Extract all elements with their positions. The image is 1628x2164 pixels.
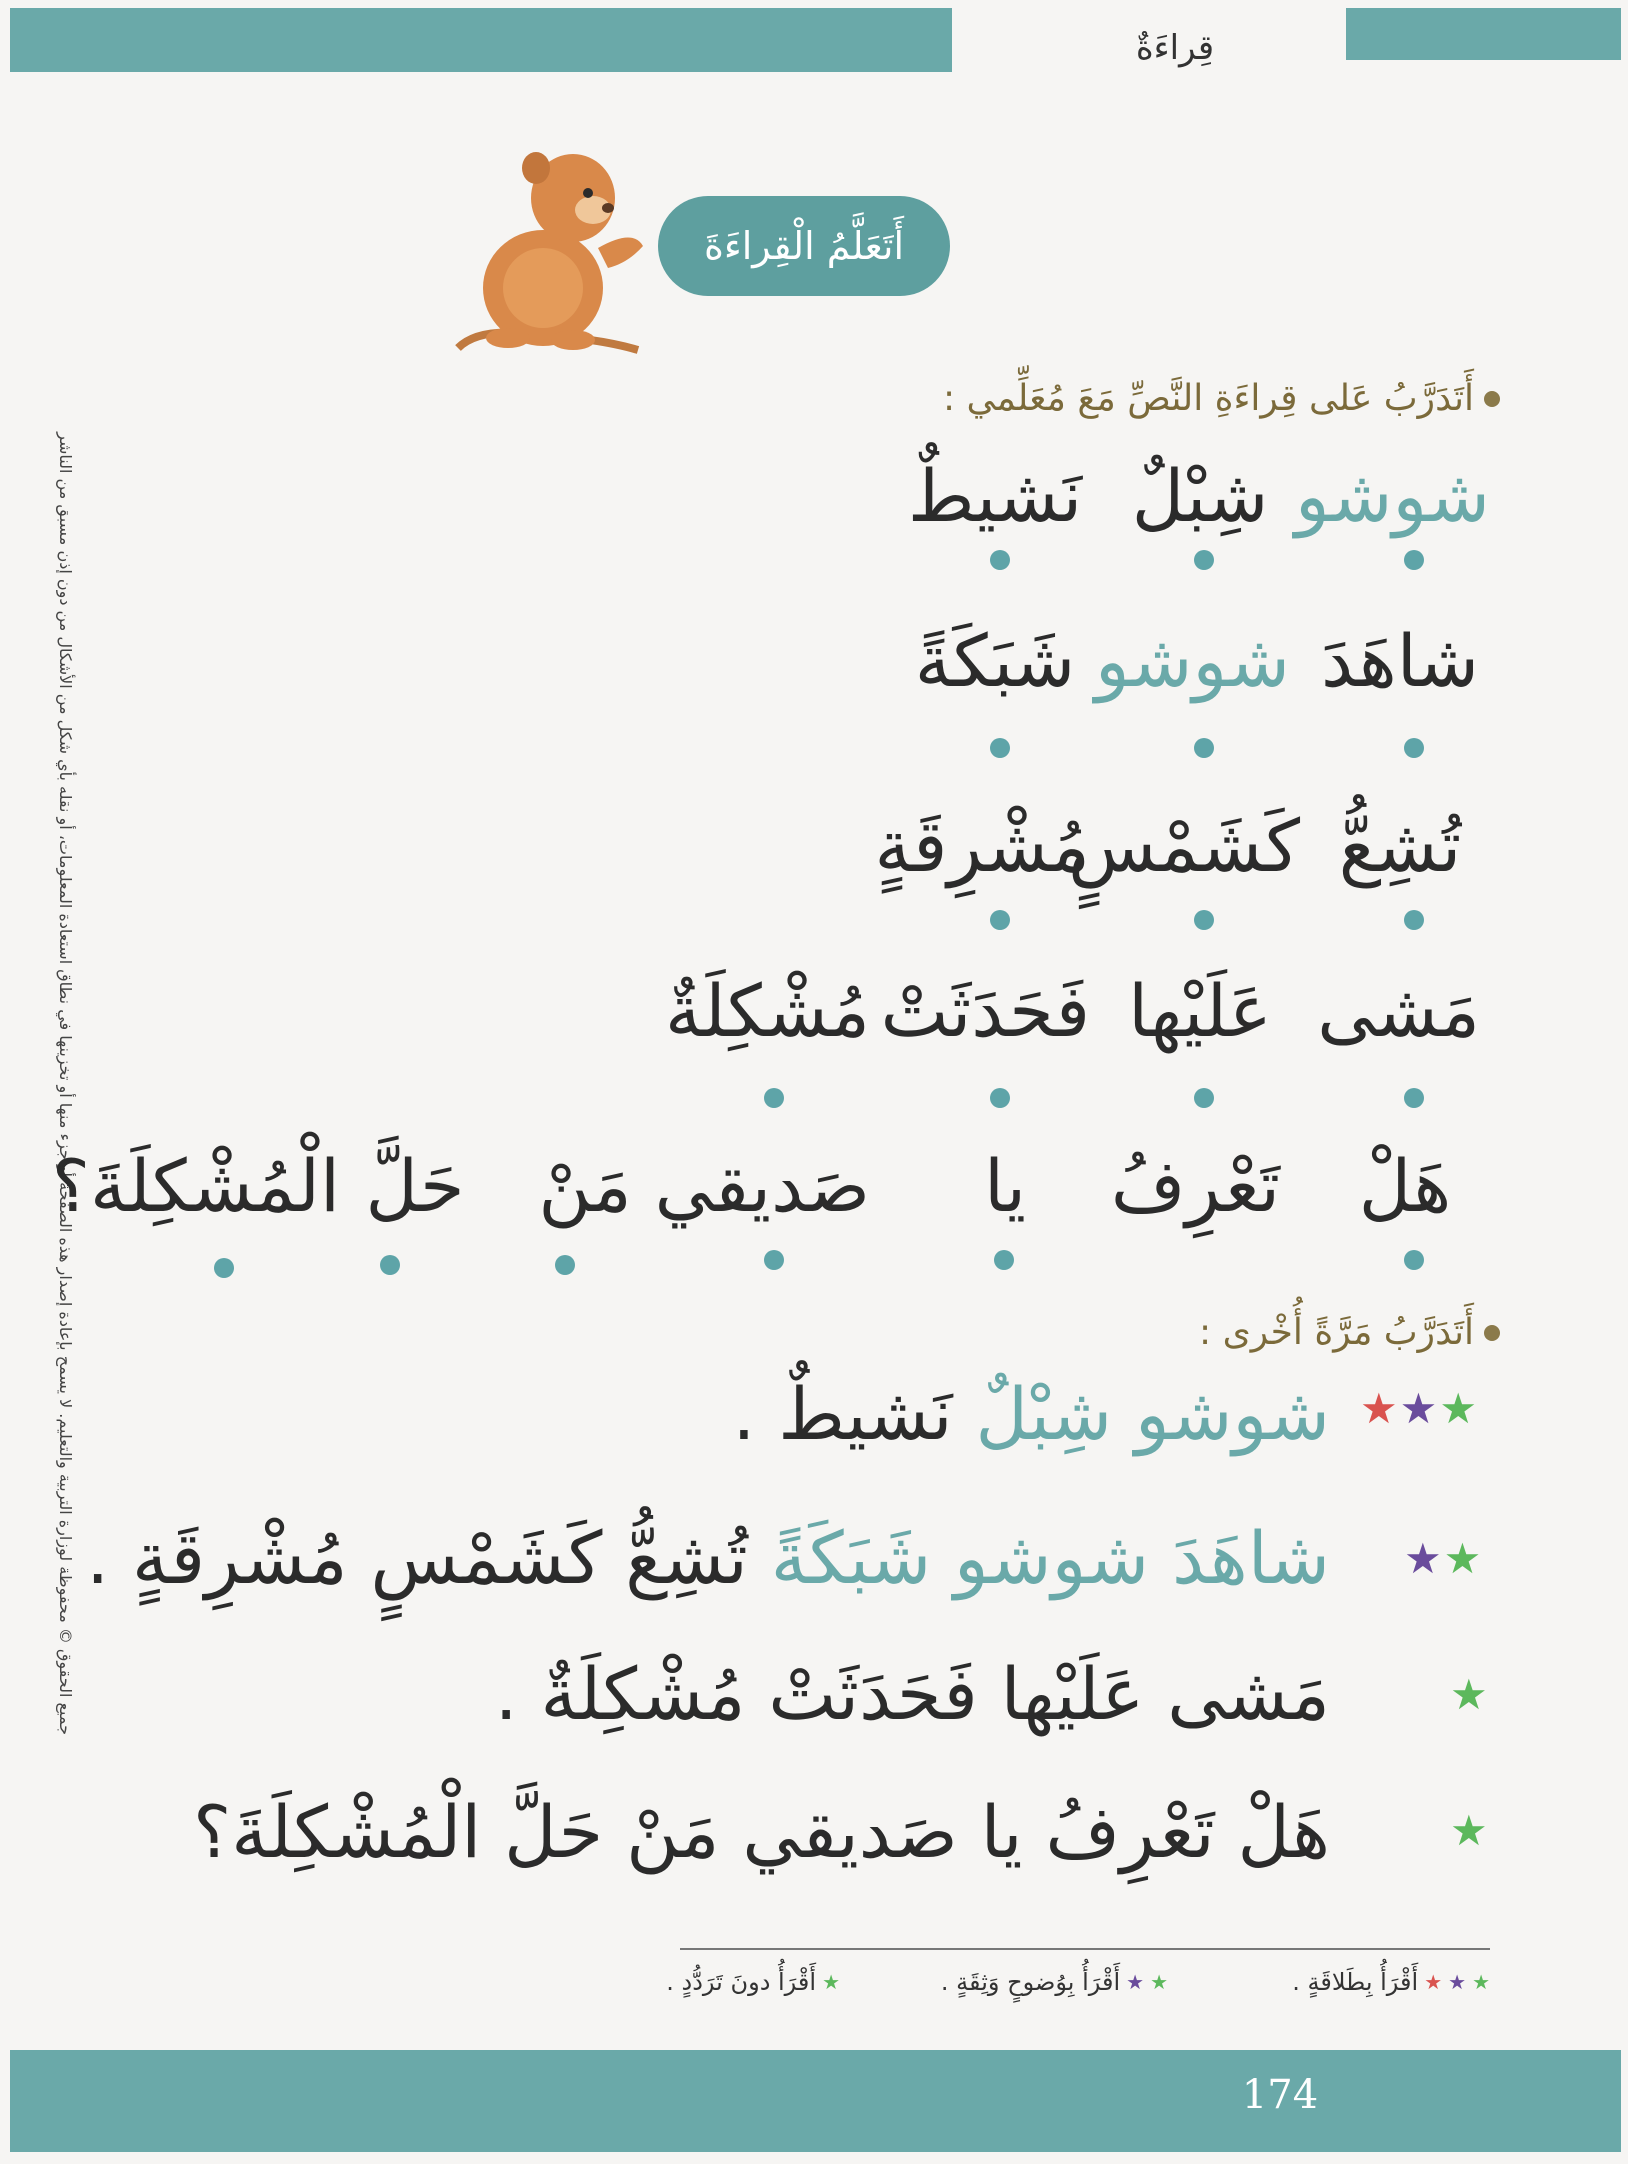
lion-cub-illustration [448, 138, 648, 358]
star-icon: ★ [1150, 1970, 1168, 1994]
drill-word: نَشيطٌ [907, 454, 1083, 538]
drill-dot [1404, 910, 1424, 930]
rating-one-star [1450, 1806, 1488, 1855]
header-bar-right [1346, 8, 1621, 60]
star-icon: ★ [1443, 1534, 1482, 1583]
drill-word: هَلْ [1358, 1144, 1452, 1228]
copyright-notice: جميع الحقوق © محفوظة لوزارة التربية والتعليم. لا يسمح بإعادة إصدار هذه الصفحة أو جزء منها أو تخزينها في نطاق استعادة المعلومات، أو نقله بأي شكل من الأشكال من دون إذن مسبق من الناشر [56, 432, 75, 1735]
star-icon: ★ [1404, 1534, 1442, 1583]
sentence-3 [494, 1652, 1330, 1736]
drill-dot [990, 1088, 1010, 1108]
header-bar-left [10, 8, 952, 72]
drill-dot [1194, 738, 1214, 758]
star-icon: ★ [1399, 1384, 1438, 1433]
legend-two-stars [941, 1968, 1168, 1996]
drill-dot [764, 1250, 784, 1270]
rating-three-stars [1360, 1384, 1477, 1433]
drill-word: شِبْلٌ [1131, 454, 1269, 538]
legend-three-stars [1292, 1968, 1490, 1996]
drill-word: عَلَيْها [1128, 969, 1272, 1053]
drill-dot [555, 1255, 575, 1275]
instruction-text: أَتَدَرَّبُ مَرَّةً أُخْرى : [1199, 1312, 1474, 1353]
sentence-1 [732, 1372, 1330, 1456]
instruction-practice-with-teacher [943, 378, 1500, 419]
legend-text: أَقْرَأُ دونَ تَرَدُّدٍ . [666, 1968, 817, 1996]
drill-dot [990, 550, 1010, 570]
bullet-icon [1484, 391, 1500, 407]
star-icon: ★ [1448, 1970, 1467, 1994]
drill-dot [1404, 1250, 1424, 1270]
drill-word: مُشْرِقَةٍ [874, 804, 1090, 888]
drill-dot [380, 1255, 400, 1275]
drill-dot [1194, 550, 1214, 570]
legend-one-star [666, 1968, 840, 1996]
sentence-rest: تُشِعُّ كَشَمْسٍ مُشْرِقَةٍ . [86, 1516, 771, 1600]
drill-dot [1194, 910, 1214, 930]
drill-dot [1404, 550, 1424, 570]
page-number: 174 [1241, 2072, 1319, 2118]
drill-dot [1404, 1088, 1424, 1108]
drill-dot [1404, 738, 1424, 758]
legend-divider [680, 1948, 1490, 1950]
lesson-title-pill: أَتَعَلَّمُ الْقِراءَةَ [658, 196, 950, 296]
instruction-text: أَتَدَرَّبُ عَلى قِراءَةِ النَّصِّ مَعَ مُعَلِّمي : [942, 378, 1474, 419]
drill-word: كَشَمْسٍ [1068, 804, 1300, 888]
drill-dot [1194, 1088, 1214, 1108]
drill-word: صَديقي [654, 1144, 870, 1228]
drill-word: مَنْ [538, 1144, 632, 1228]
star-icon: ★ [1360, 1384, 1398, 1433]
drill-dot [214, 1258, 234, 1278]
drill-word: تُشِعُّ [1338, 804, 1462, 888]
drill-word: مَشى [1317, 969, 1480, 1053]
drill-word: تَعْرِفُ [1110, 1144, 1280, 1228]
bullet-icon [1484, 1325, 1500, 1341]
drill-word: يا [984, 1144, 1026, 1228]
sentence-highlight: شوشو شِبْلٌ [975, 1372, 1330, 1456]
star-icon: ★ [1450, 1670, 1488, 1719]
star-icon: ★ [1472, 1970, 1490, 1994]
sentence-4 [193, 1790, 1330, 1874]
drill-dot [994, 1250, 1014, 1270]
instruction-practice-again [1199, 1312, 1500, 1353]
star-icon: ★ [1126, 1970, 1145, 1994]
drill-dot [990, 738, 1010, 758]
legend-text: أَقْرَأُ بِوُضوحٍ وَثِقَةٍ . [940, 1968, 1121, 1996]
rating-two-stars [1404, 1534, 1482, 1583]
drill-word: شاهَدَ [1320, 619, 1480, 703]
drill-word: الْمُشْكِلَةَ؟ [51, 1144, 340, 1228]
drill-word: حَلَّ [365, 1144, 465, 1228]
unit-label: قِراءَةٌ [1135, 28, 1215, 68]
sentence-highlight: شاهَدَ شوشو شَبَكَةً [770, 1516, 1330, 1600]
rating-one-star [1450, 1670, 1488, 1719]
drill-word: فَحَدَثَتْ [880, 969, 1090, 1053]
star-icon: ★ [822, 1970, 840, 1994]
drill-word: شوشو [1294, 454, 1490, 538]
footer-bar [10, 2050, 1621, 2152]
drill-word: شوشو [1094, 619, 1290, 703]
drill-dot [990, 910, 1010, 930]
drill-word: شَبَكَةً [914, 619, 1076, 703]
drill-word: مُشْكِلَةٌ [665, 969, 870, 1053]
drill-dot [764, 1088, 784, 1108]
star-icon: ★ [1424, 1970, 1443, 1994]
sentence-2 [86, 1516, 1330, 1600]
sentence-rest: هَلْ تَعْرِفُ يا صَديقي مَنْ حَلَّ الْمُشْكِلَةَ؟ [193, 1790, 1330, 1874]
star-icon: ★ [1439, 1384, 1477, 1433]
sentence-rest: مَشى عَلَيْها فَحَدَثَتْ مُشْكِلَةٌ . [494, 1652, 1330, 1736]
sentence-rest: نَشيطٌ . [732, 1372, 976, 1456]
star-icon: ★ [1450, 1806, 1488, 1855]
legend-text: أَقْرَأُ بِطَلاقَةٍ . [1292, 1968, 1419, 1996]
